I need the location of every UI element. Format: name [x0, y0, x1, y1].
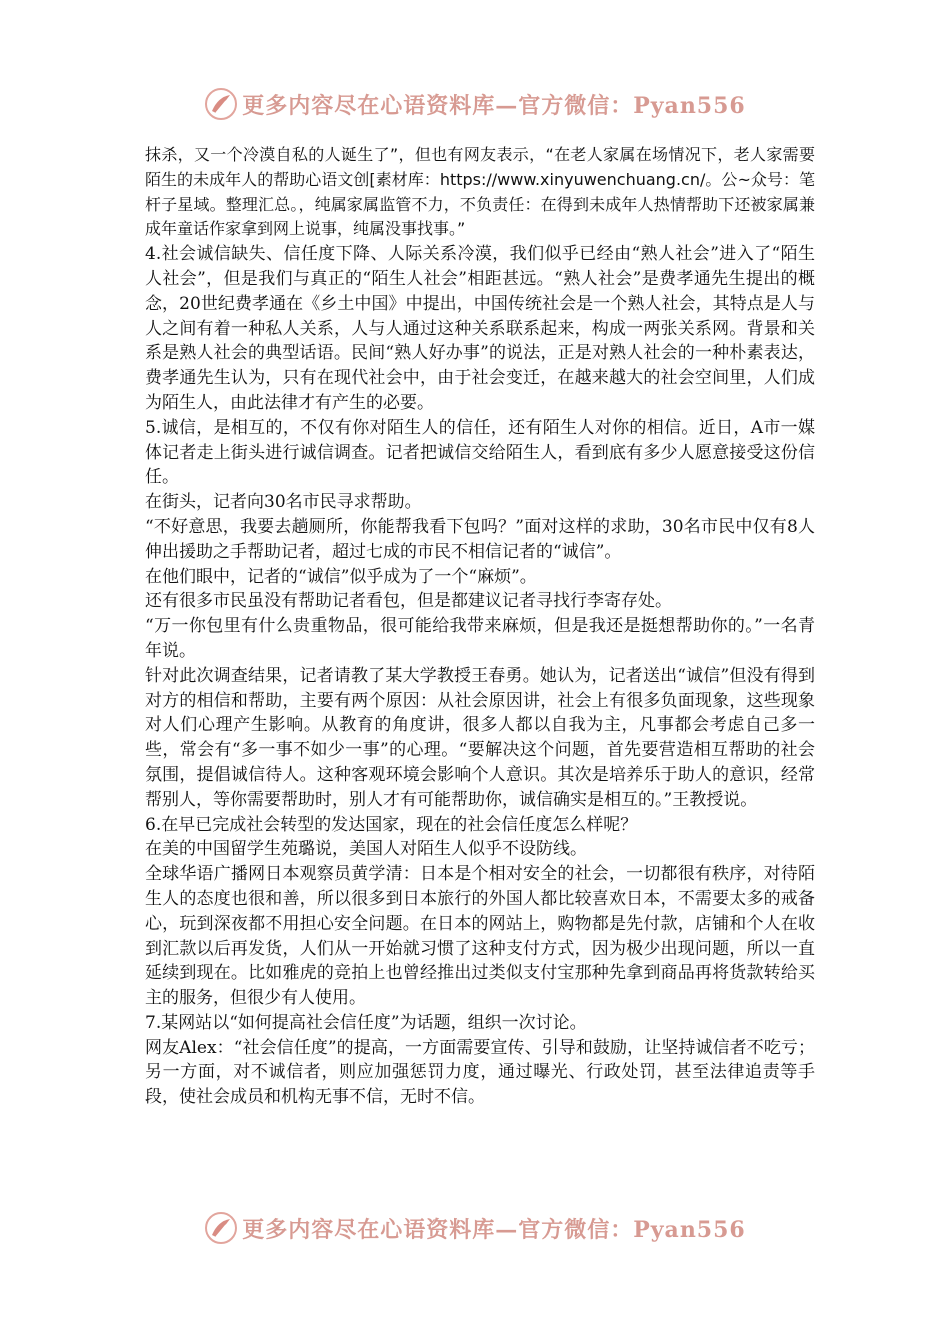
header-banner [0, 84, 950, 124]
paragraph: 5.诚信，是相互的，不仅有你对陌生人的信任，还有陌生人对你的相信。近日，A市一媒体记者走上街头进行诚信调查。记者把诚信交给陌生人，看到底有多少人愿意接受这份信任。 [145, 417, 815, 488]
paragraph: 还有很多市民虽没有帮助记者看包，但是都建议记者寻找行李寄存处。 [145, 591, 672, 612]
paragraph: 4.社会诚信缺失、信任度下降、人际关系冷漠，我们似乎已经由“熟人社会”进入了“陌生人社会”，但是我们与真正的“陌生人社会”相距甚远。“熟人社会”是费孝通先生提出的概念，20世纪费孝通在《乡土中国》中提出，中国传统社会是一个熟人社会，其特点是人与人之间有着一种私人关系，人与人通过这种关系联系起来，构成一两张关系网。背景和关系是熟人社会的典型话语。民间“熟人好办事”的说法，正是对熟人社会的一种朴素表达，费孝通先生认为，只有在现代社会中，由于社会变迁，在越来越大的社会空间里，人们成为陌生人，由此法律才有产生的必要。 [145, 244, 815, 413]
document-body [145, 143, 815, 1110]
paragraph: 在他们眼中，记者的“诚信”似乎成为了一个“麻烦”。 [145, 566, 537, 587]
paragraph: 网友Alex：“社会信任度”的提高，一方面需要宣传、引导和鼓励，让坚持诚信者不吃亏；另一方面，对不诚信者，则应加强惩罚力度，通过曝光、行政处罚，甚至法律追责等手段，使社会成员和机构无事不信，无时不信。 [145, 1037, 815, 1108]
logo-icon [204, 87, 238, 121]
paragraph: 在美的中国留学生苑璐说，美国人对陌生人似乎不设防线。 [145, 839, 587, 860]
paragraph: 抹杀，又一个冷漠自私的人诞生了”，但也有网友表示，“在老人家属在场情况下，老人家需要陌生的未成年人的帮助心语文创[素材库：https://www.xinyuwenchuang.cn/。公~众号：笔杆子星域。整理汇总。，纯属家属监管不力，不负责任：在得到未成年人热情帮助下还被家属兼成年童话作家拿到网上说事，纯属没事找事。” [145, 145, 815, 239]
paragraph: 6.在早已完成社会转型的发达国家，现在的社会信任度怎么样呢？ [145, 814, 638, 835]
paragraph: 7.某网站以“如何提高社会信任度”为话题，组织一次讨论。 [145, 1012, 587, 1033]
logo-icon [204, 1211, 238, 1245]
footer-banner-text: 更多内容尽在心语资料库—官方微信：Pyan556 [242, 1216, 746, 1243]
paragraph: 在街头，记者向30名市民寻求帮助。 [145, 492, 422, 513]
paragraph: 针对此次调查结果，记者请教了某大学教授王春勇。她认为，记者送出“诚信”但没有得到对方的相信和帮助，主要有两个原因：从社会原因讲，社会上有很多负面现象，这些现象对人们心理产生影响。从教育的角度讲，很多人都以自我为主，凡事都会考虑自己多一些，常会有“多一事不如少一事”的心理。“要解决这个问题，首先要营造相互帮助的社会氛围，提倡诚信待人。这种客观环境会影响个人意识。其次是培养乐于助人的意识，经常帮别人，等你需要帮助时，别人才有可能帮助你，诚信确实是相互的。”王教授说。 [145, 665, 815, 810]
paragraph: “不好意思，我要去趟厕所，你能帮我看下包吗？”面对这样的求助，30名市民中仅有8人伸出援助之手帮助记者，超过七成的市民不相信记者的“诚信”。 [145, 516, 815, 562]
paragraph: “万一你包里有什么贵重物品，很可能给我带来麻烦，但是我还是挺想帮助你的。”一名青年说。 [145, 616, 815, 661]
header-banner-text: 更多内容尽在心语资料库—官方微信：Pyan556 [242, 92, 746, 119]
footer-banner [0, 1208, 950, 1248]
paragraph: 全球华语广播网日本观察员黄学清：日本是个相对安全的社会，一切都很有秩序，对待陌生人的态度也很和善，所以很多到日本旅行的外国人都比较喜欢日本，不需要太多的戒备心，玩到深夜都不用担心安全问题。在日本的网站上，购物都是先付款，店铺和个人在收到汇款以后再发货，人们从一开始就习惯了这种支付方式，因为极少出现问题，所以一直延续到现在。比如雅虎的竞拍上也曾经推出过类似支付宝那种先拿到商品再将货款转给买主的服务，但很少有人使用。 [145, 864, 815, 1009]
